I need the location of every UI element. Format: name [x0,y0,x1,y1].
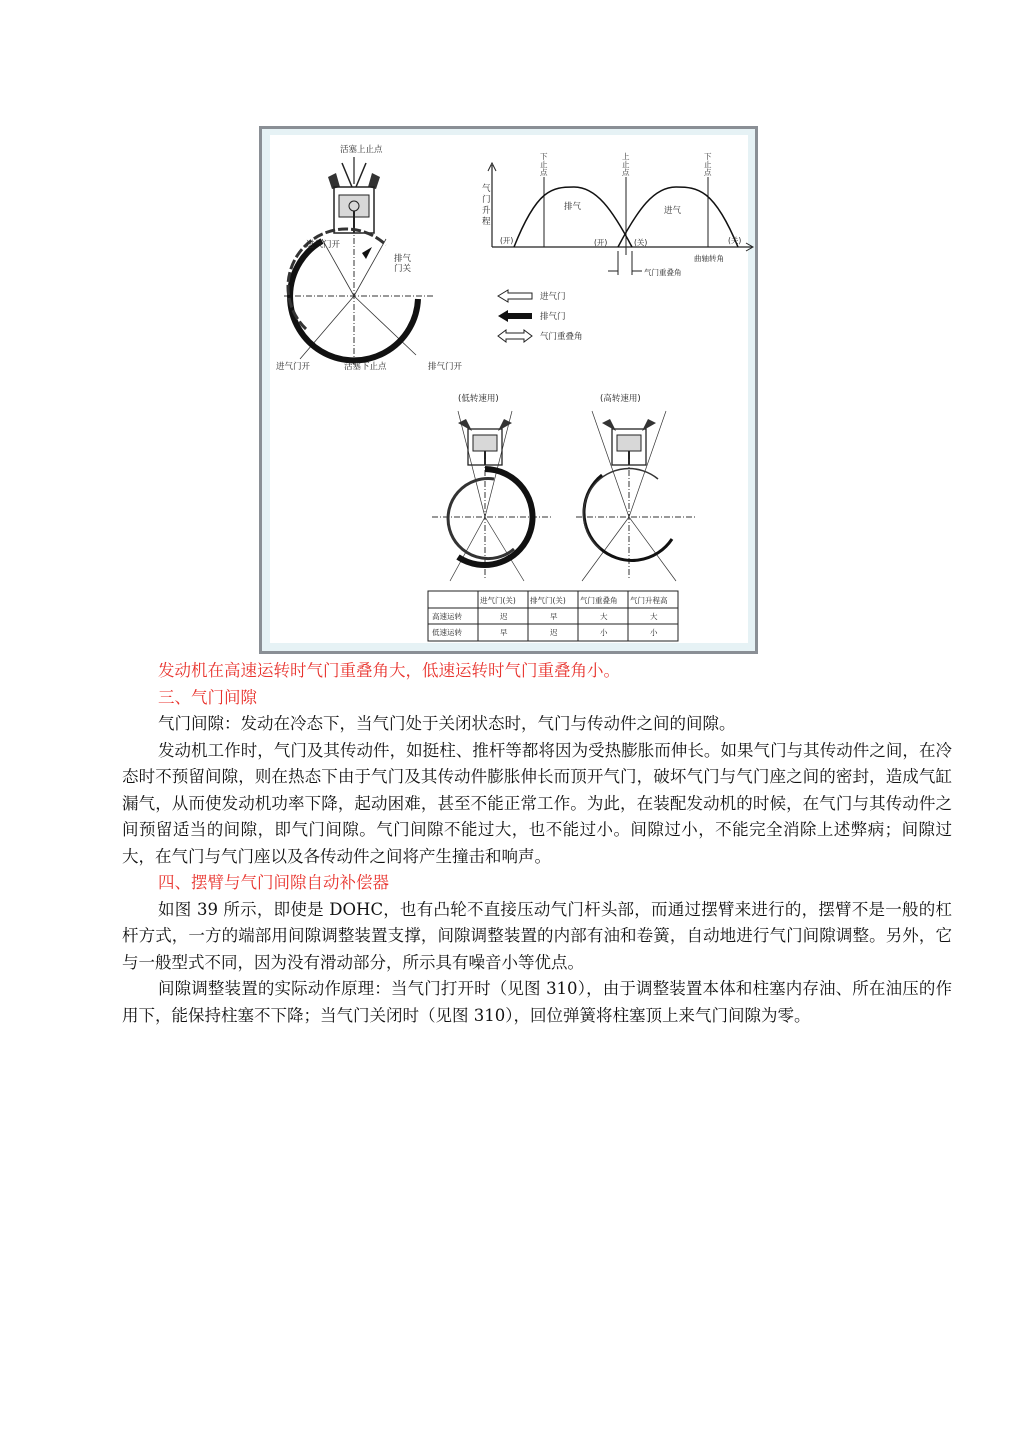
legend-exhaust-label: 排气门 [540,312,566,322]
exhaust-curve-label: 排气 [564,202,582,212]
tdc-label: 活塞上止点 [340,145,383,155]
marker-3-char-2: 止 [704,160,712,169]
table-row2-cell3: 小 [600,628,608,637]
intake-open-bottom-label: 进气门开 [276,362,311,372]
marker-3-char-1: 下 [704,152,712,161]
table-row1-cell3: 大 [600,612,608,621]
lift-ylabel-4: 程 [482,217,491,227]
overlap-label: 气门重叠角 [644,268,682,277]
close-label-1: (关) [634,238,648,247]
paragraph-4: 间隙调整装置的实际动作原理：当气门打开时（见图 310），由于调整装置本体和柱塞内存油、所在油压的作用下，能保持柱塞不下降；当气门关闭时（见图 310），回位弹簧将柱塞顶上来气门间隙为零。 [122,979,952,1025]
section-heading-4: 四、摆臂与气门间隙自动补偿器 [158,873,389,892]
exhaust-close-label-1: 排气 [394,254,412,264]
legend-overlap-label: 气门重叠角 [540,332,583,342]
marker-2-char-3: 点 [622,168,630,177]
marker-3-char-3: 点 [704,168,712,177]
valve-timing-diagram [262,129,755,651]
legend-intake-label: 进气门 [540,292,566,302]
document-body [122,658,952,1029]
table-row1-cell1: 迟 [500,612,508,621]
marker-2-char-2: 止 [622,160,630,169]
lift-ylabel-1: 气 [482,184,491,194]
table-row2-cell2: 迟 [550,628,558,637]
lift-xlabel: 曲轴转角 [694,254,724,263]
open-label-2: (开) [594,238,608,247]
table-row2-cell1: 早 [500,628,508,637]
table-row2-cell4: 小 [650,628,658,637]
timing-table [428,591,678,641]
valve-timing-figure [259,126,758,654]
table-header-3: 气门重叠角 [580,596,618,605]
lift-ylabel-3: 升 [482,206,491,216]
low-speed-label: (低转速用) [458,394,499,404]
section-heading-3: 三、气门间隙 [158,687,257,707]
table-row1-cell4: 大 [650,612,658,621]
exhaust-open-label: 排气门开 [428,362,463,372]
paragraph-2: 发动机工作时，气门及其传动件，如挺柱、推杆等都将因为受热膨胀而伸长。如果气门与其传动件之间，在冷态时不预留间隙，则在热态下由于气门及其传动件膨胀伸长而顶开气门，破坏气门与气门座之间的密封，造成气缸漏气，从而使发动机功率下降，起动困难，甚至不能正常工作。为此，在装配发动机的时候，在气门与其传动件之间预留适当的间隙，即气门间隙。气门间隙不能过大，也不能过小。间隙过小，不能完全消除上述弊病；间隙过大，在气门与气门座以及各传动件之间将产生撞击和响声。 [122,740,952,866]
intake-curve-label: 进气 [664,206,682,216]
marker-1-char-3: 点 [540,168,548,177]
figure-caption: 发动机在高速运转时气门重叠角大，低速运转时气门重叠角小。 [158,661,620,680]
marker-1-char-2: 止 [540,160,548,169]
bdc-label: 活塞下止点 [344,362,387,372]
intake-open-top-label: 进气门开 [306,240,341,250]
exhaust-close-label-2: 门关 [394,264,412,274]
paragraph-1: 气门间隙：发动在冷态下，当气门处于关闭状态时，气门与传动件之间的间隙。 [158,714,736,733]
table-row2-label: 低速运转 [432,628,462,637]
close-label-2: (关) [728,236,742,245]
paragraph-3: 如图 39 所示，即使是 DOHC，也有凸轮不直接压动气门杆头部，而通过摆臂来进行的，摆臂不是一般的杠杆方式，一方的端部用间隙调整装置支撑，间隙调整装置的内部有油和卷簧，自动地进行气门间隙调整。另外，它与一般型式不同，因为没有滑动部分，所示具有噪音小等优点。 [122,899,952,972]
table-header-4: 气门升程高 [630,596,668,605]
table-row1-cell2: 早 [550,612,558,621]
high-speed-label: (高转速用) [600,394,641,404]
table-header-2: 排气门(关) [530,596,566,605]
marker-1-char-1: 下 [540,152,548,161]
table-header-1: 进气门(关) [480,596,516,605]
marker-2-char-1: 上 [622,152,630,161]
open-label-1: (开) [500,236,514,245]
table-row1-label: 高速运转 [432,612,462,621]
lift-ylabel-2: 门 [482,195,491,205]
